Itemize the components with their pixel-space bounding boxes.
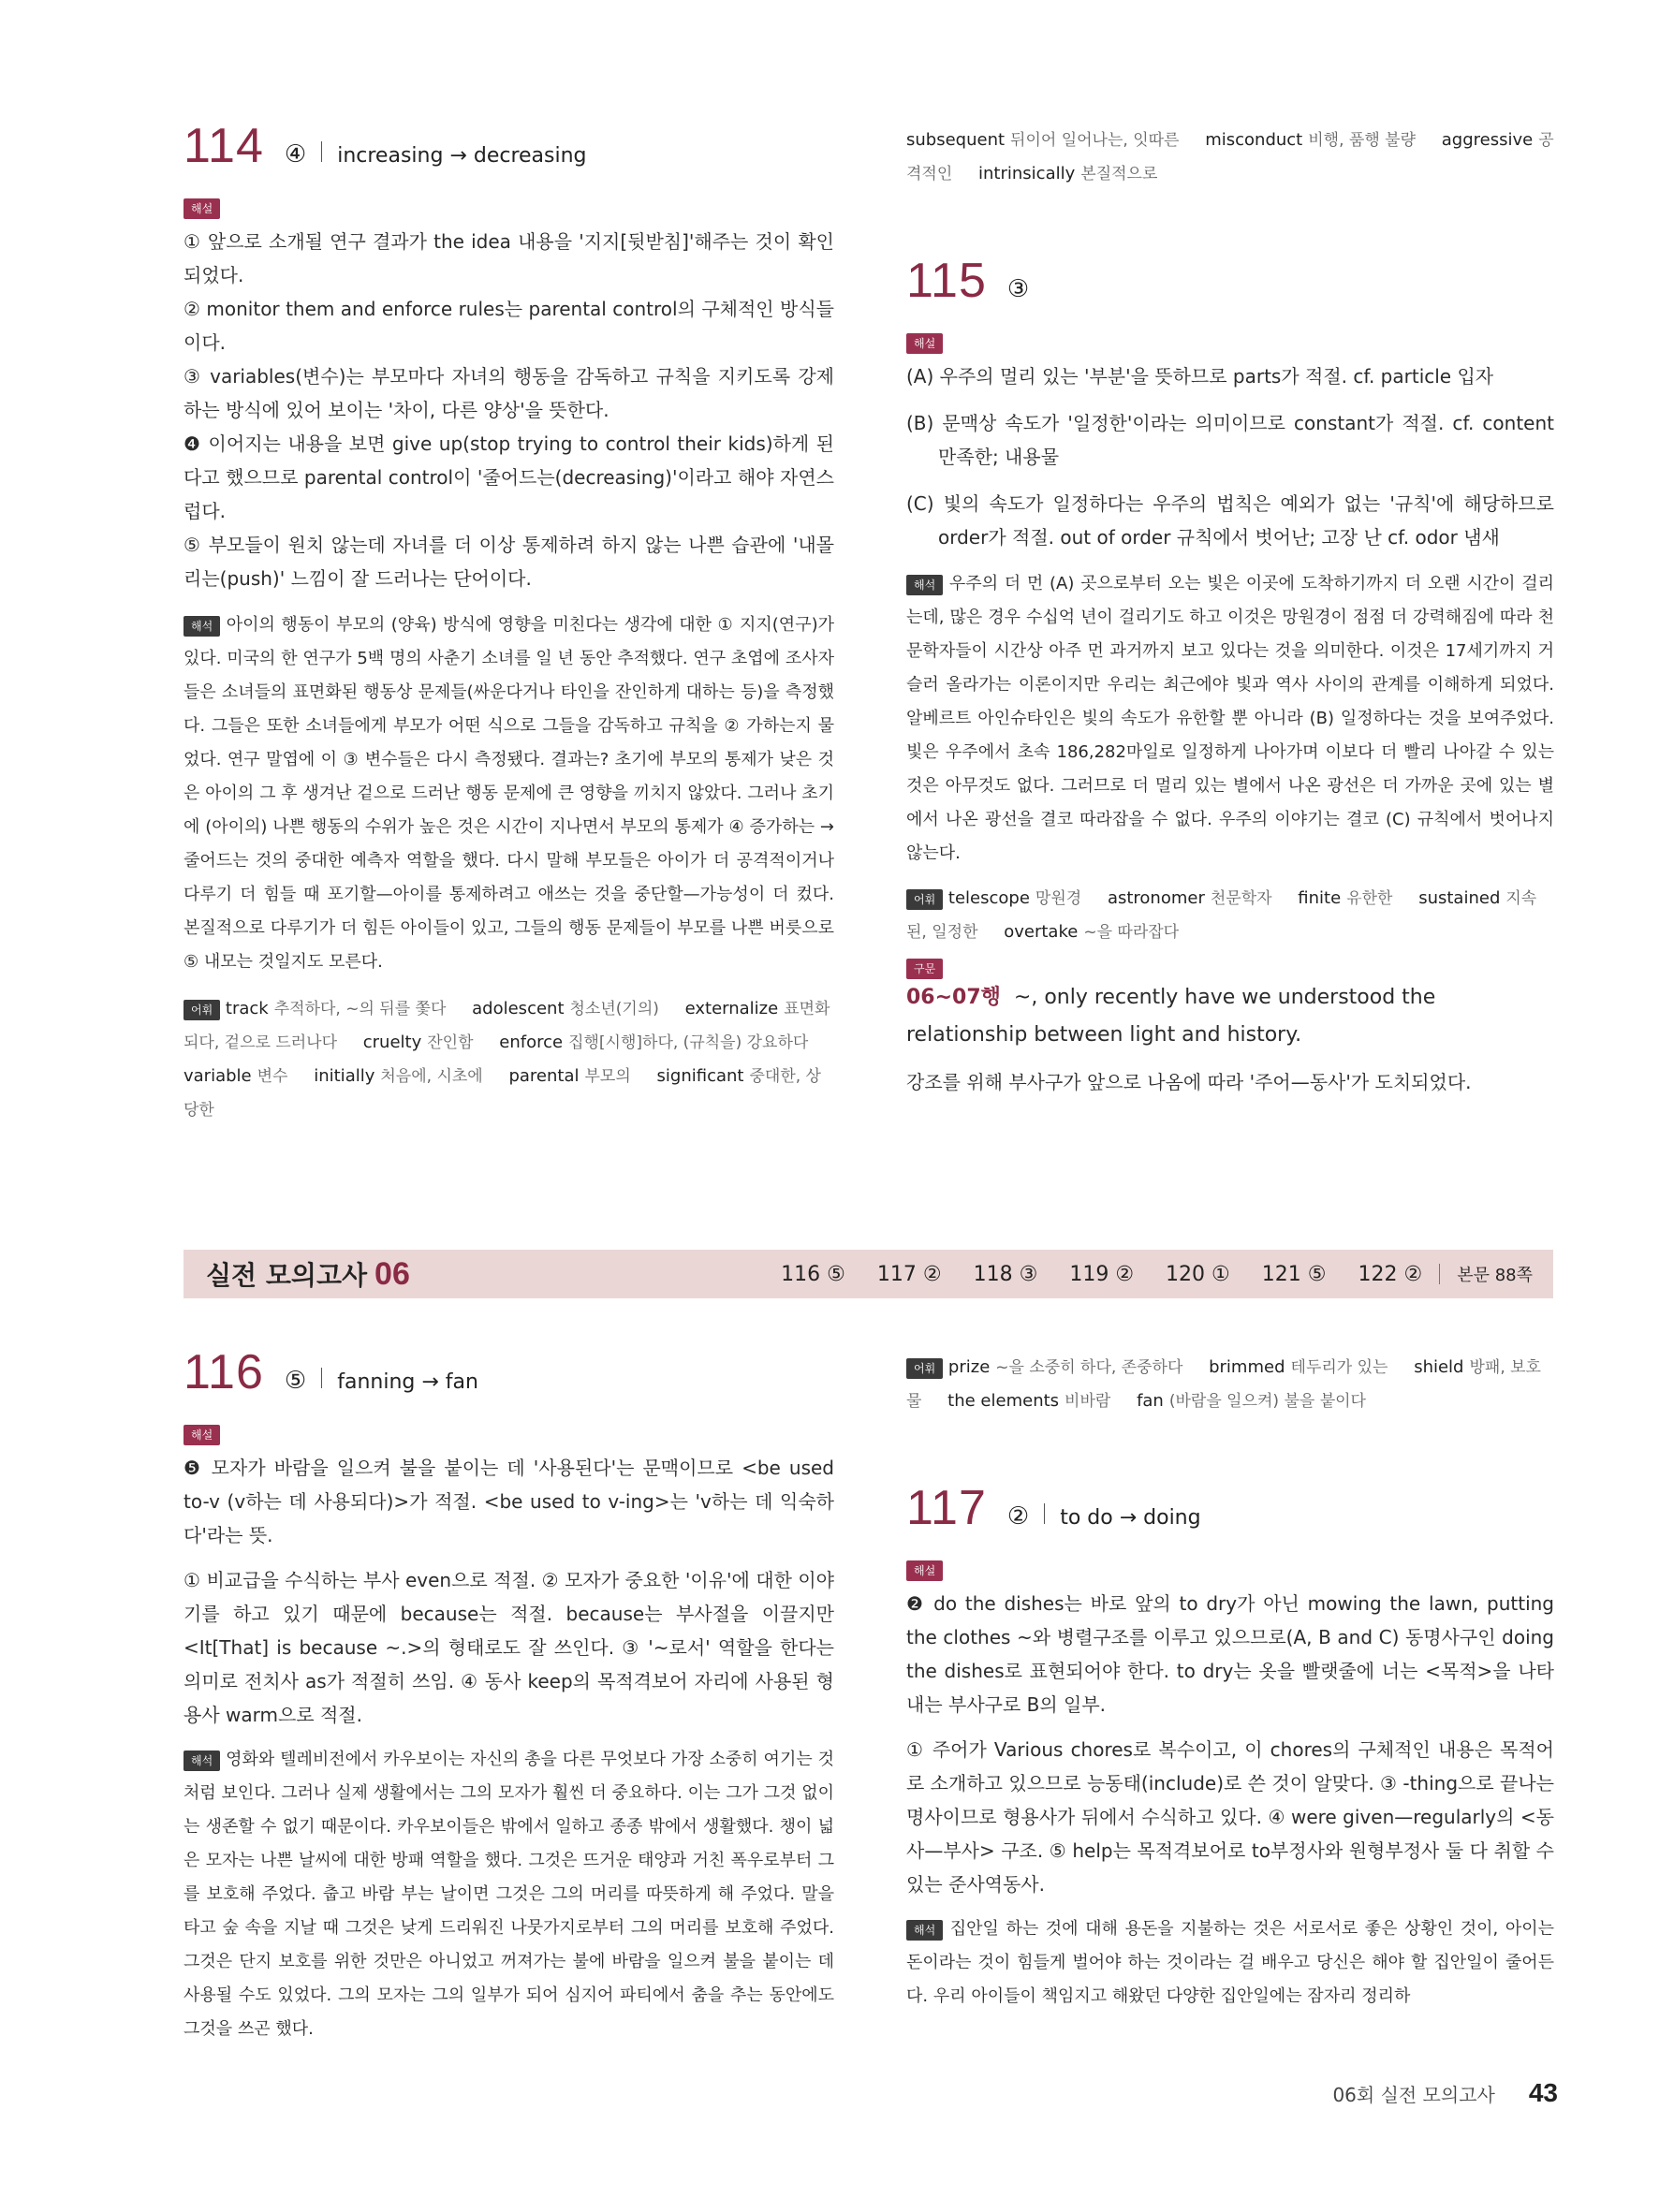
correction: to do → doing xyxy=(1060,1506,1201,1530)
vocab-meaning: 뒤이어 일어나는, 잇따른 xyxy=(1010,131,1180,150)
vocab-meaning: 추적하다, ~의 뒤를 쫓다 xyxy=(273,1000,447,1018)
translation-paragraph xyxy=(906,1912,1554,2014)
vocab-word: externalize xyxy=(684,999,779,1018)
explanation-item: ❹ 이어지는 내용을 보면 give up(stop trying to control their kids)하게 된다고 했으므로 parental control이 '줄어드는(decreasing)'이라고 해야 자연스럽다. xyxy=(184,432,834,522)
vocab-meaning: (바람을 일으켜) 불을 붙이다 xyxy=(1168,1392,1366,1411)
correction: increasing → decreasing xyxy=(337,144,587,168)
translation-paragraph xyxy=(184,1743,834,2046)
divider xyxy=(321,141,322,162)
vocab-word: finite xyxy=(1298,888,1342,908)
correction: fanning → fan xyxy=(337,1370,478,1394)
question-number: 117 xyxy=(906,1481,987,1535)
divider xyxy=(1044,1503,1045,1524)
translation-text: 아이의 행동이 부모의 (양육) 방식에 영향을 미친다는 생각에 대한 ① 지지(연구)가 있다. 미국의 한 연구가 5백 명의 사춘기 소녀를 일 년 동안 추적했다. 연구 초엽에 조사자들은 소녀들의 표면화된 행동상 문제들(싸운다거나 타인을 잔인하게 대하는 등)을 측정했다. 그들은 또한 소녀들에게 부모가 어떤 식으로 그들을 감독하고 규칙을 ② 가하는지 물었다. 연구 말엽에 이 ③ 변수들은 다시 측정됐다. 결과는? 초기에 부모의 통제가 낮은 것은 아이의 그 후 생겨난 겉으로 드러난 행동 문제에 큰 영향을 끼치지 않았다. 그러나 초기에 (아이의) 나쁜 행동의 수위가 높은 것은 시간이 지나면서 부모의 통제가 ④ 증가하는 → 줄어드는 것의 중대한 예측자 역할을 했다. 다시 말해 부모들은 아이가 더 공격적이거나 다루기 더 힘들 때 포기할—아이를 통제하려고 애쓰는 것을 중단할—가능성이 더 컸다. 본질적으로 다루기가 더 힘든 아이들이 있고, 그들의 행동 문제들이 부모를 나쁜 버릇으로 ⑤ 내모는 것일지도 모른다. xyxy=(184,615,834,972)
vocab-word: subsequent xyxy=(906,130,1006,150)
section-header xyxy=(184,1250,1553,1298)
vocab-meaning: 집행[시행]하다, (규칙을) 강요하다 xyxy=(568,1033,809,1052)
q115-column xyxy=(906,124,1554,1099)
vocab-meaning: 방패, 보호물 xyxy=(906,1358,1541,1411)
answer-key-item: 121 ⑤ xyxy=(1261,1262,1327,1286)
page-footer xyxy=(1332,2078,1558,2108)
vocab-meaning: 지속된, 일정한 xyxy=(906,889,1537,942)
vocab-word: misconduct xyxy=(1205,130,1303,150)
divider xyxy=(321,1368,322,1388)
explanation-item: ② monitor them and enforce rules는 parental control의 구체적인 방식들이다. xyxy=(184,298,834,354)
answer-mark: ④ xyxy=(284,140,307,168)
footer-label: 06회 실전 모의고사 xyxy=(1332,2084,1495,2106)
answer-key xyxy=(749,1262,1553,1286)
answer-key-item: 122 ② xyxy=(1358,1262,1423,1286)
vocab-word: cruelty xyxy=(362,1033,422,1052)
question-number: 114 xyxy=(184,119,264,173)
vocab-list xyxy=(184,992,834,1127)
vocab-meaning: 부모의 xyxy=(584,1067,631,1086)
translation-tag: 해석 xyxy=(184,1751,220,1771)
explanation-item: (C) 빛의 속도가 일정하다는 우주의 법칙은 예외가 없는 '규칙'에 해당하므로 order가 적절. out of order 규칙에서 벗어난; 고장 난 cf. odor 냄새 xyxy=(906,492,1554,549)
vocab-word: sustained xyxy=(1418,888,1501,908)
grammar-sentence: ~, only recently have we understood the relationship between light and history. xyxy=(906,986,1436,1047)
q117-header xyxy=(906,1481,1554,1535)
vocab-meaning: ~을 따라잡다 xyxy=(1083,923,1180,942)
vocab-meaning: 유한한 xyxy=(1346,889,1393,908)
explanation-detail: ① 주어가 Various chores로 복수이고, 이 chores의 구체적인 내용은 목적어로 소개하고 있으므로 능동태(include)로 쓴 것이 알맞다. ③ -thing으로 끝나는 명사이므로 형용사가 뒤에서 수식하고 있다. ④ were given—regularly의 <동사—부사> 구조. ⑤ help는 목적격보어로 to부정사와 원형부정사 둘 다 취할 수 있는 준사역동사. xyxy=(906,1738,1554,1896)
vocab-tag: 어휘 xyxy=(184,1000,220,1020)
vocab-word: brimmed xyxy=(1209,1357,1285,1377)
translation-text: 우주의 더 먼 (A) 곳으로부터 오는 빛은 이곳에 도착하기까지 더 오랜 시간이 걸리는데, 많은 경우 수십억 년이 걸리기도 하고 이것은 망원경이 점점 더 강력해짐에 따라 천문학자들이 시간상 아주 먼 과거까지 보고 있다는 것을 의미한다. 이것은 17세기까지 거슬러 올라가는 이론이지만 우리는 최근에야 빛과 역사 사이의 관계를 이해하게 되었다. 알베르트 아인슈타인은 빛의 속도가 유한할 뿐 아니라 (B) 일정하다는 것을 보여주었다. 빛은 우주에서 초속 186,282마일로 일정하게 나아가며 이보다 더 빨리 나아갈 수 있는 것은 아무것도 없다. 그러므로 더 멀리 있는 별에서 나온 광선은 더 가까운 곳에 있는 별에서 나온 광선을 결코 따라잡을 수 없다. 우주의 이야기는 결코 (C) 규칙에서 벗어나지 않는다. xyxy=(906,574,1554,863)
vocab-meaning: 테두리가 있는 xyxy=(1290,1358,1388,1377)
explanation-item: ③ variables(변수)는 부모마다 자녀의 행동을 감독하고 규칙을 지키도록 강제하는 방식에 있어 보이는 '차이, 다른 양상'을 뜻한다. xyxy=(184,365,834,421)
translation-tag: 해석 xyxy=(906,575,943,595)
vocab-list xyxy=(906,882,1554,949)
explanation-tag: 해설 xyxy=(906,333,943,354)
vocab-word: initially xyxy=(314,1066,375,1086)
vocab-list xyxy=(906,1351,1554,1418)
q115-header xyxy=(906,254,1554,308)
explanation-tag: 해설 xyxy=(906,1560,943,1581)
line-reference: 06~07행 xyxy=(906,986,1001,1009)
translation-paragraph xyxy=(906,567,1554,871)
q117-column xyxy=(906,1351,1554,2014)
explanation-item: (B) 문맥상 속도가 '일정한'이라는 의미이므로 constant가 적절. cf. content 만족한; 내용물 xyxy=(906,412,1554,468)
vocab-meaning: ~을 소중히 하다, 존중하다 xyxy=(995,1358,1183,1377)
explanation-tag: 해설 xyxy=(184,198,220,219)
explanation-detail: ① 비교급을 수식하는 부사 even으로 적절. ② 모자가 중요한 '이유'에 대한 이야기를 하고 있기 때문에 because는 적절. because는 부사절을 이끌지만 <It[That] is because ~.>의 형태로도 잘 쓰인다. ③ '~로서' 역할을 한다는 의미로 전치사 as가 적절히 쓰임. ④ 동사 keep의 목적격보어 자리에 사용된 형용사 warm으로 적절. xyxy=(184,1569,834,1726)
vocab-meaning: 표면화되다, 겉으로 드러나다 xyxy=(184,1000,830,1052)
vocab-meaning: 처음에, 시초에 xyxy=(380,1067,483,1086)
vocab-word: the elements xyxy=(947,1391,1060,1411)
vocab-word: significant xyxy=(656,1066,744,1086)
section-number: 06 xyxy=(374,1255,410,1292)
explanation-tag: 해설 xyxy=(184,1425,220,1445)
vocab-word: shield xyxy=(1414,1357,1464,1377)
vocab-word: parental xyxy=(508,1066,580,1086)
translation-text: 영화와 텔레비전에서 카우보이는 자신의 총을 다른 무엇보다 가장 소중히 여기는 것처럼 보인다. 그러나 실제 생활에서는 그의 모자가 훨씬 더 중요하다. 이는 그가 그것 없이는 생존할 수 없기 때문이다. 카우보이들은 밖에서 일하고 종종 밖에서 생활했다. 챙이 넓은 모자는 나쁜 날씨에 대한 방패 역할을 했다. 그것은 뜨거운 태양과 거친 폭우로부터 그를 보호해 주었다. 춥고 바람 부는 날이면 그것은 그의 머리를 따뜻하게 해 주었다. 말을 타고 숲 속을 지날 때 그것은 낮게 드리워진 나뭇가지로부터 그의 머리를 보호해 주었다. 그것은 단지 보호를 위한 것만은 아니었고 꺼져가는 불에 바람을 일으켜 불을 붙이는 데 사용될 수도 있었다. 그의 모자는 그의 일부가 되어 심지어 파티에서 춤을 추는 동안에도 그것을 쓰곤 했다. xyxy=(184,1750,834,2039)
q116-header xyxy=(184,1345,834,1399)
vocab-list-continued xyxy=(906,124,1554,191)
vocab-meaning: 공격적인 xyxy=(906,131,1554,183)
vocab-word: variable xyxy=(184,1066,252,1086)
answer-mark: ⑤ xyxy=(284,1367,307,1395)
vocab-word: track xyxy=(225,999,269,1018)
section-title: 실전 모의고사 xyxy=(206,1260,368,1291)
answer-mark: ② xyxy=(1006,1502,1030,1531)
question-number: 116 xyxy=(184,1345,264,1399)
vocab-word: overtake xyxy=(1004,922,1079,942)
vocab-word: fan xyxy=(1137,1391,1164,1411)
grammar-line xyxy=(906,979,1554,1054)
vocab-meaning: 변수 xyxy=(257,1067,288,1086)
vocab-meaning: 본질적으로 xyxy=(1080,165,1158,183)
vocab-word: intrinsically xyxy=(978,164,1076,183)
answer-key-item: 120 ① xyxy=(1166,1262,1230,1286)
vocab-word: astronomer xyxy=(1107,888,1205,908)
translation-paragraph xyxy=(184,608,834,979)
grammar-tag: 구문 xyxy=(906,959,943,979)
explanation-item: (A) 우주의 멀리 있는 '부분'을 뜻하므로 parts가 적절. cf. particle 입자 xyxy=(906,365,1494,388)
vocab-meaning: 망원경 xyxy=(1035,889,1082,908)
page-reference: 본문 88쪽 xyxy=(1457,1266,1533,1285)
translation-tag: 해석 xyxy=(184,616,220,637)
answer-key-item: 116 ⑤ xyxy=(781,1262,845,1286)
question-number: 115 xyxy=(906,254,987,308)
vocab-tag: 어휘 xyxy=(906,1358,943,1379)
page-number: 43 xyxy=(1528,2078,1558,2107)
explanation-item: ❺ 모자가 바람을 일으켜 불을 붙이는 데 '사용된다'는 문맥이므로 <be used to-v (v하는 데 사용되다)>가 적절. <be used to v-ing>는 'v하는 데 익숙하다'라는 뜻. xyxy=(184,1457,834,1546)
q114-header xyxy=(184,119,834,173)
explanation-item: ❷ do the dishes는 바로 앞의 to dry가 아닌 mowing the lawn, putting the clothes ~와 병렬구조를 이루고 있으므로(A, B and C) 동명사구인 doing the dishes로 표현되어야 한다. to dry는 옷을 빨랫줄에 너는 <목적>을 나타내는 부사구로 B의 일부. xyxy=(906,1592,1554,1716)
answer-key-item: 119 ② xyxy=(1069,1262,1135,1286)
vocab-meaning: 비바람 xyxy=(1065,1392,1111,1411)
answer-key-item: 117 ② xyxy=(876,1262,942,1286)
vocab-word: prize xyxy=(947,1357,991,1377)
vocab-word: aggressive xyxy=(1441,130,1534,150)
vocab-word: adolescent xyxy=(472,999,565,1018)
divider xyxy=(1439,1264,1440,1284)
vocab-meaning: 천문학자 xyxy=(1210,889,1272,908)
answer-key-item: 118 ③ xyxy=(973,1262,1038,1286)
explanation-item: ① 앞으로 소개될 연구 결과가 the idea 내용을 '지지[뒷받침]'해주는 것이 확인되었다. xyxy=(184,230,834,286)
translation-tag: 해석 xyxy=(906,1920,943,1941)
translation-text: 집안일 하는 것에 대해 용돈을 지불하는 것은 서로서로 좋은 상황인 것이, 아이는 돈이라는 것이 힘들게 벌어야 하는 것이라는 걸 배우고 당신은 해야 할 집안일이 줄어든다. 우리 아이들이 책임지고 해왔던 다양한 집안일에는 잠자리 정리하 xyxy=(906,1919,1554,2006)
vocab-meaning: 잔인함 xyxy=(427,1033,474,1052)
explanation-item: ⑤ 부모들이 원치 않는데 자녀를 더 이상 통제하려 하지 않는 나쁜 습관에 '내몰리는(push)' 느낌이 잘 드러나는 단어이다. xyxy=(184,534,834,590)
vocab-word: enforce xyxy=(499,1033,564,1052)
answer-mark: ③ xyxy=(1006,275,1030,303)
vocab-word: telescope xyxy=(947,888,1030,908)
vocab-meaning: 중대한, 상당한 xyxy=(184,1067,821,1120)
q114-block xyxy=(184,119,834,1127)
vocab-meaning: 청소년(기의) xyxy=(569,1000,659,1018)
q116-block xyxy=(184,1345,834,2046)
vocab-tag: 어휘 xyxy=(906,889,943,910)
grammar-note: 강조를 위해 부사구가 앞으로 나옴에 따라 '주어—동사'가 도치되었다. xyxy=(906,1071,1472,1093)
vocab-meaning: 비행, 품행 불량 xyxy=(1308,131,1416,150)
